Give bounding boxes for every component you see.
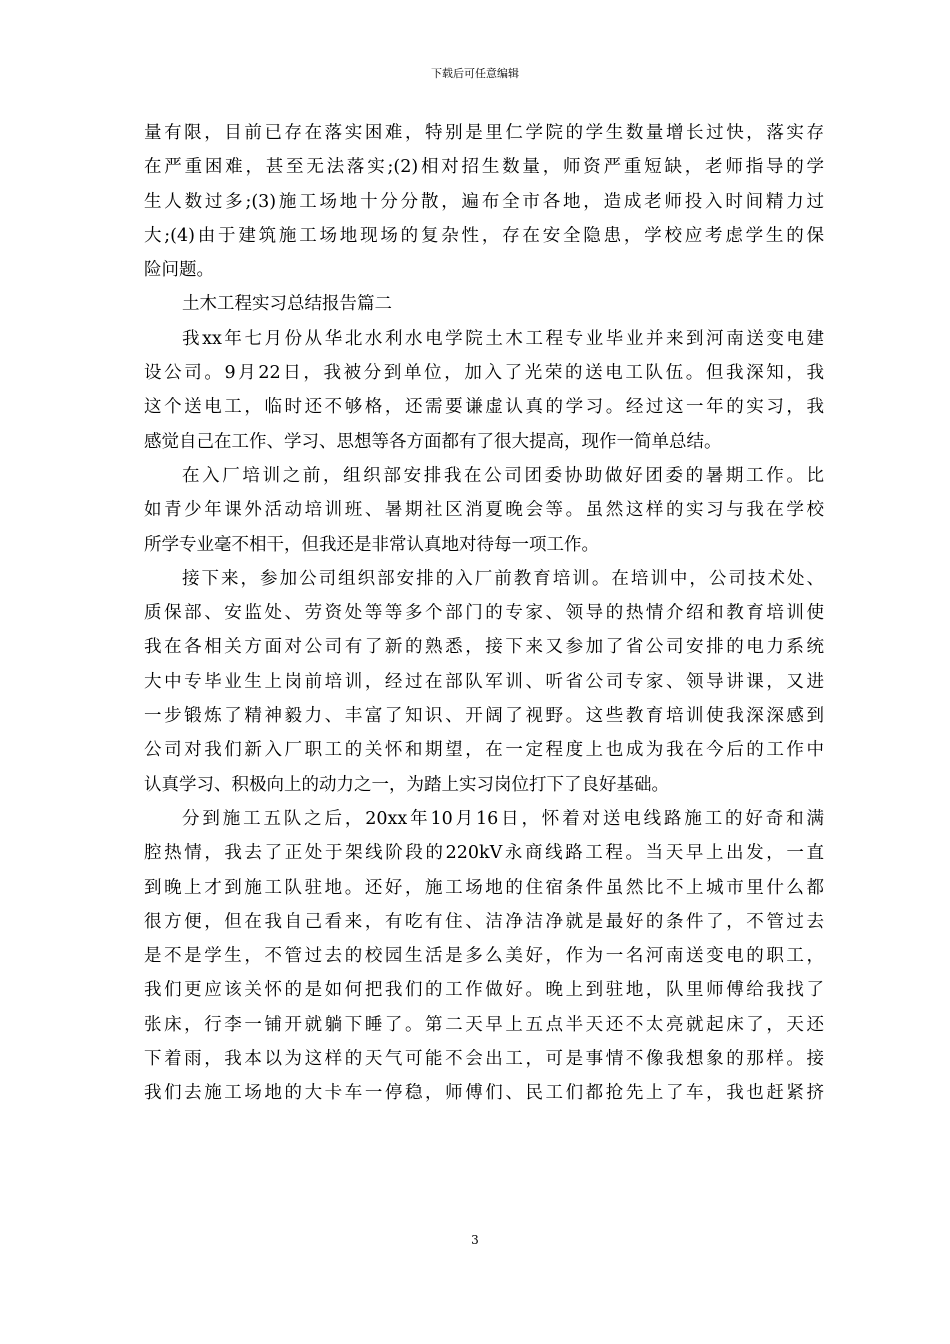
text-line: 险问题。 (144, 260, 214, 281)
text-line: 在入厂培训之前，组织部安排我在公司团委协助做好团委的暑期工作。比 (182, 465, 824, 486)
document-body (144, 116, 824, 1111)
text-line: 一步锻炼了精神毅力、丰富了知识、开阔了视野。这些教育培训使我深深感到 (144, 706, 824, 727)
text-line: 公司对我们新入厂职工的关怀和期望，在一定程度上也成为我在今后的工作中 (144, 740, 824, 761)
text-line: 下着雨，我本以为这样的天气可能不会出工，可是事情不像我想象的那样。接 (144, 1049, 824, 1070)
text-line: 感觉自己在工作、学习、思想等各方面都有了很大提高，现作一简单总结。 (144, 431, 722, 452)
text-line: 认真学习、积极向上的动力之一，为踏上实习岗位打下了良好基础。 (144, 774, 669, 795)
section-heading: 土木工程实习总结报告篇二 (182, 294, 392, 315)
text-line: 到晚上才到施工队驻地。还好，施工场地的住宿条件虽然比不上城市里什么都 (144, 877, 824, 898)
text-line: 我在各相关方面对公司有了新的熟悉，接下来又参加了省公司安排的电力系统 (144, 637, 824, 658)
text-line: 我xx年七月份从华北水利水电学院土木工程专业毕业并来到河南送变电建 (182, 328, 824, 349)
text-line: 在严重困难，甚至无法落实;(2)相对招生数量，师资严重短缺，老师指导的学 (144, 157, 824, 178)
text-line: 设公司。9月22日，我被分到单位，加入了光荣的送电工队伍。但我深知，我 (144, 363, 824, 384)
text-line: 腔热情，我去了正处于架线阶段的220kV永商线路工程。当天早上出发，一直 (144, 843, 824, 864)
text-line: 大中专毕业生上岗前培训，经过在部队军训、听省公司专家、领导讲课，又进 (144, 671, 824, 692)
text-line: 张床，行李一铺开就躺下睡了。第二天早上五点半天还不太亮就起床了，天还 (144, 1014, 824, 1035)
text-line: 这个送电工，临时还不够格，还需要谦虚认真的学习。经过这一年的实习，我 (144, 397, 824, 418)
text-line: 如青少年课外活动培训班、暑期社区消夏晚会等。虽然这样的实习与我在学校 (144, 500, 824, 521)
text-line: 接下来，参加公司组织部安排的入厂前教育培训。在培训中，公司技术处、 (182, 568, 824, 589)
text-line: 生人数过多;(3)施工场地十分分散，遍布全市各地，造成老师投入时间精力过 (144, 191, 824, 212)
text-line: 我们更应该关怀的是如何把我们的工作做好。晚上到驻地，队里师傅给我找了 (144, 980, 824, 1001)
page-number: 3 (471, 1233, 479, 1247)
text-line: 所学专业毫不相干，但我还是非常认真地对待每一项工作。 (144, 534, 599, 555)
text-line: 分到施工五队之后，20xx年10月16日，怀着对送电线路施工的好奇和满 (182, 808, 824, 829)
text-line: 质保部、安监处、劳资处等等多个部门的专家、领导的热情介绍和教育培训使 (144, 603, 824, 624)
page-header: 下载后可任意编辑 (431, 67, 519, 80)
text-line: 我们去施工场地的大卡车一停稳，师傅们、民工们都抢先上了车，我也赶紧挤 (144, 1083, 824, 1104)
text-line: 是不是学生，不管过去的校园生活是多么美好，作为一名河南送变电的职工， (144, 946, 824, 967)
text-line: 大;(4)由于建筑施工场地现场的复杂性，存在安全隐患，学校应考虑学生的保 (144, 225, 824, 246)
text-line: 量有限，目前已存在落实困难，特别是里仁学院的学生数量增长过快，落实存 (144, 123, 824, 143)
text-line: 很方便，但在我自己看来，有吃有住、洁净洁净就是最好的条件了，不管过去 (144, 911, 824, 932)
